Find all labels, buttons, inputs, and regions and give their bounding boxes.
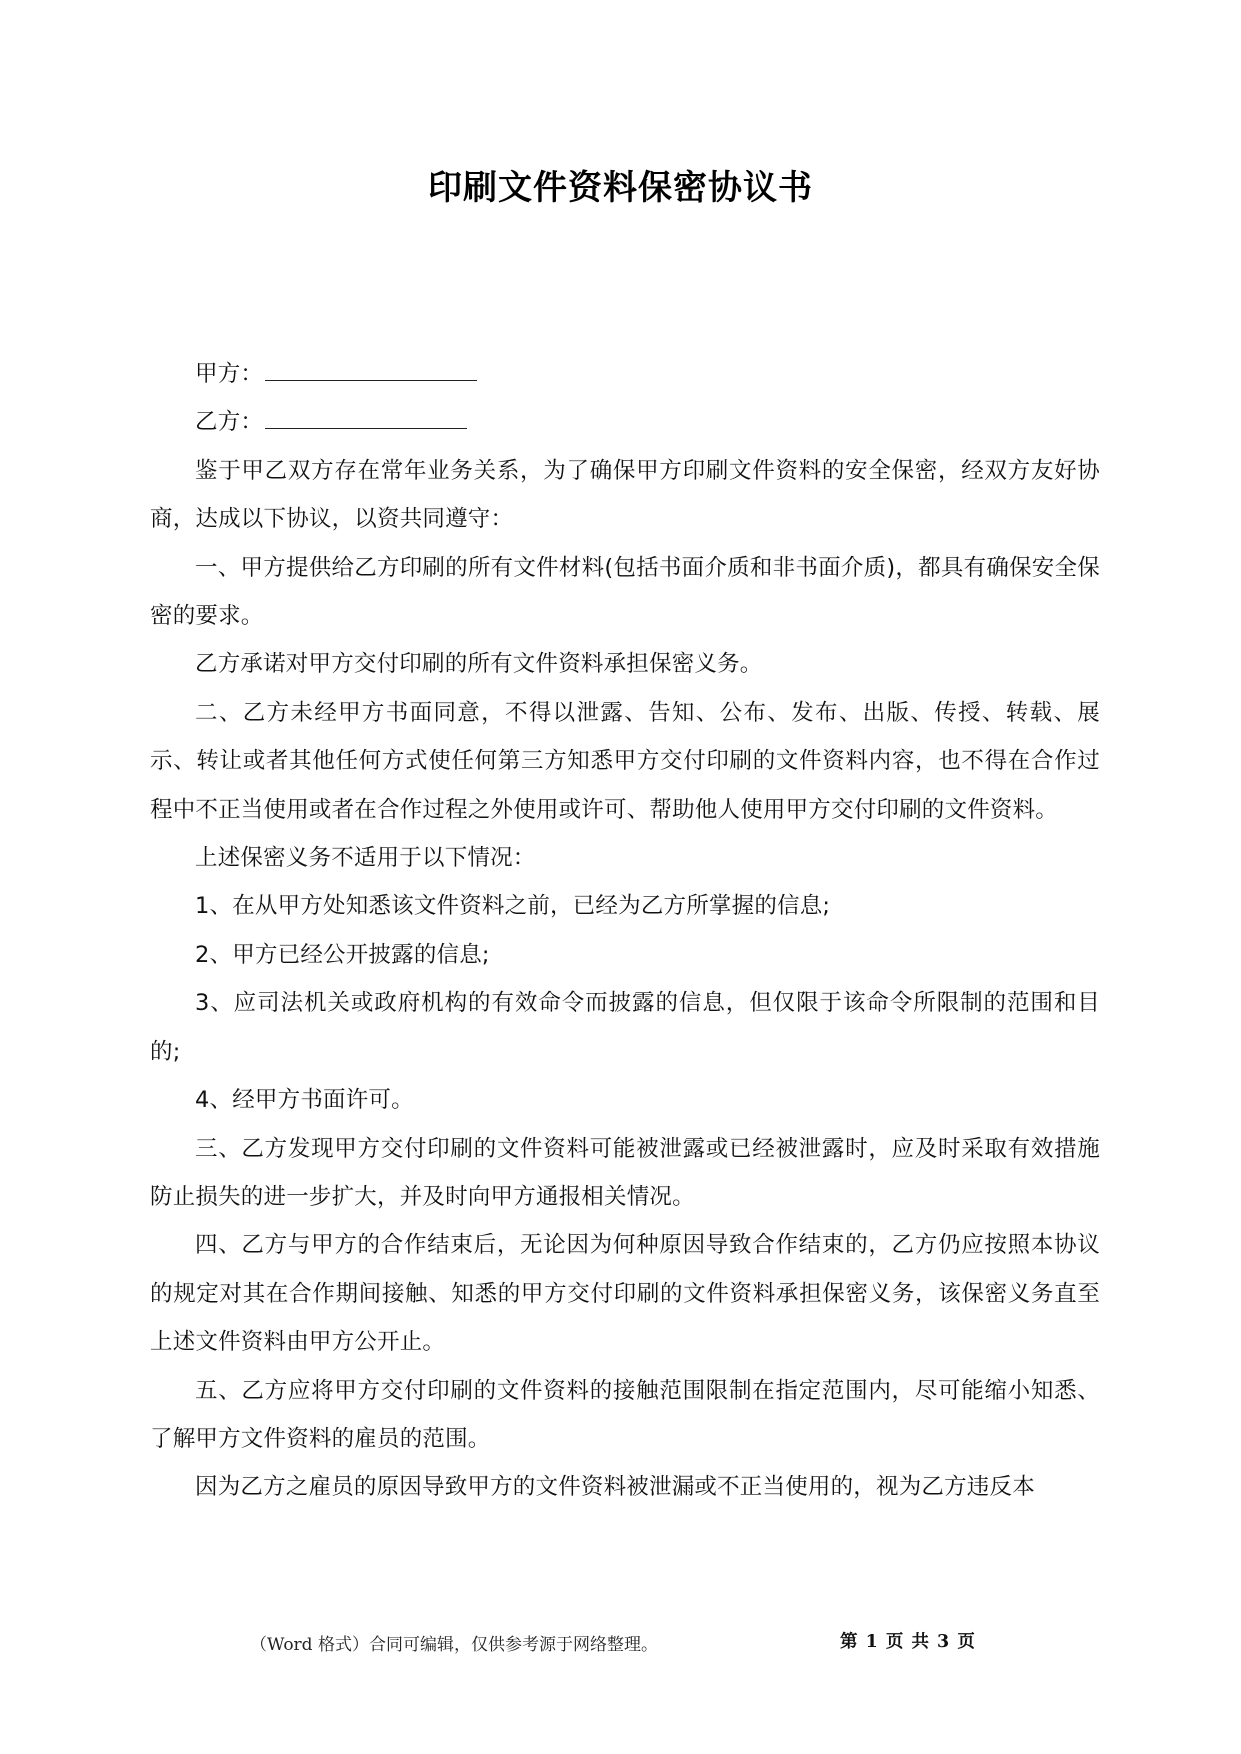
paragraph-clause-1-promise: 乙方承诺对甲方交付印刷的所有文件资料承担保密义务。 bbox=[195, 651, 763, 678]
paragraph-clause-5-employee: 因为乙方之雇员的原因导致甲方的文件资料被泄漏或不正当使用的，视为乙方违反本 bbox=[195, 1474, 1035, 1501]
party-a-blank bbox=[265, 358, 477, 381]
paragraph-clause-3: 三、乙方发现甲方交付印刷的文件资料可能被泄露或已经被泄露时，应及时采取有效措施防止损失的进一步扩大，并及时向甲方通报相关情况。 bbox=[150, 1135, 1100, 1210]
party-a-label: 甲方： bbox=[195, 361, 264, 387]
party-a-line bbox=[150, 350, 1100, 398]
paragraph-exception-4: 4、经甲方书面许可。 bbox=[195, 1087, 414, 1114]
paragraph-exception-2: 2、甲方已经公开披露的信息; bbox=[195, 941, 490, 968]
footer-note: （Word 格式）合同可编辑，仅供参考源于网络整理。 bbox=[250, 1635, 658, 1655]
paragraph-clause-2: 二、乙方未经甲方书面同意，不得以泄露、告知、公布、发布、出版、传授、转载、展示、转让或者其他任何方式使任何第三方知悉甲方交付印刷的文件资料内容，也不得在合作过程中不正当使用或者在合作过程之外使用或许可、帮助他人使用甲方交付印刷的文件资料。 bbox=[150, 699, 1100, 823]
document-title: 印刷文件资料保密协议书 bbox=[428, 168, 813, 208]
paragraph-clause-4: 四、乙方与甲方的合作结束后，无论因为何种原因导致合作结束的，乙方仍应按照本协议的规定对其在合作期间接触、知悉的甲方交付印刷的文件资料承担保密义务，该保密义务直至上述文件资料由甲方公开止。 bbox=[150, 1232, 1100, 1356]
party-b-blank bbox=[265, 406, 467, 429]
party-b-label: 乙方： bbox=[195, 409, 264, 436]
document-body bbox=[150, 350, 1100, 1512]
paragraph-exceptions-intro: 上述保密义务不适用于以下情况： bbox=[195, 845, 536, 872]
party-b-line bbox=[150, 398, 1100, 446]
paragraph-preamble: 鉴于甲乙双方存在常年业务关系，为了确保甲方印刷文件资料的安全保密，经双方友好协商，达成以下协议，以资共同遵守： bbox=[150, 457, 1100, 533]
paragraph-exception-1: 1、在从甲方处知悉该文件资料之前，已经为乙方所掌握的信息; bbox=[195, 893, 831, 920]
paragraph-clause-1: 一、甲方提供给乙方印刷的所有文件材料(包括书面介质和非书面介质)，都具有确保安全保密的要求。 bbox=[150, 554, 1100, 630]
paragraph-exception-3: 3、应司法机关或政府机构的有效命令而披露的信息，但仅限于该命令所限制的范围和目的; bbox=[150, 990, 1100, 1065]
paragraph-clause-5: 五、乙方应将甲方交付印刷的文件资料的接触范围限制在指定范围内，尽可能缩小知悉、了解甲方文件资料的雇员的范围。 bbox=[150, 1377, 1100, 1452]
page-number: 第 1 页 共 3 页 bbox=[840, 1632, 976, 1652]
